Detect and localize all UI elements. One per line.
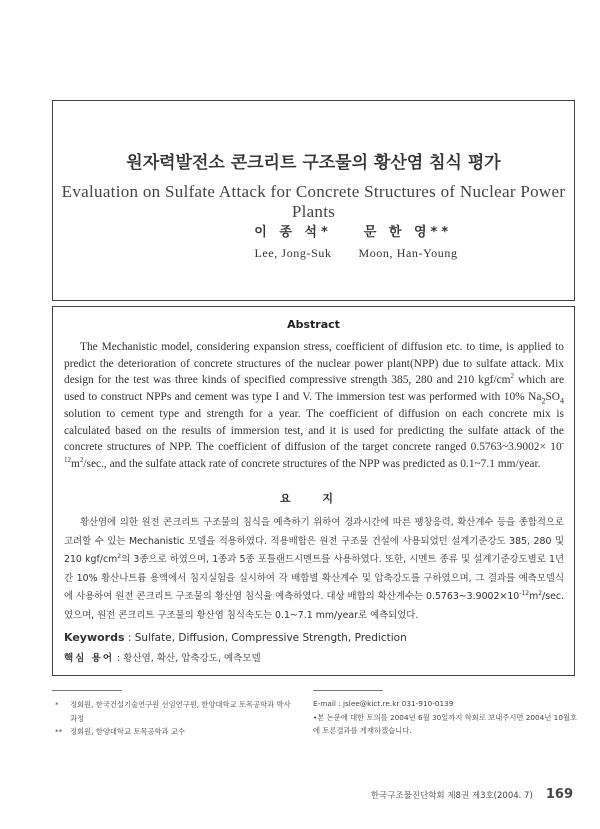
- contact-email: E-mail : jslee@kict.re.kr 031-910-0139: [313, 699, 454, 708]
- page-footer: [371, 784, 573, 803]
- journal-info: 한국구조물진단학회 제8권 제3호(2004. 7): [370, 790, 533, 801]
- title-korean: 원자력발전소 콘크리트 구조물의 황산염 침식 평가: [126, 153, 501, 173]
- affiliation-2: ** 정회원, 한양대학교 토목공학과 교수: [55, 727, 186, 736]
- abstract-text: The Mechanistic model, considering expansion stress, coefficient of diffusion etc. to time, is applied to predict the deterioration of concrete structures of the nuclear power plant(NPP) due to sulfate attack. Mix design for the test was three kinds of specified compressive strength 385, 280 and 210 kgf/$cm^2$ which are used to construct NPPs and cement was type I and V. The immersion test was performed with 10% $Na_2SO_4$ solution to cement type and strength for a year. The coefficient of diffusion on each concrete mix is calculated based on the results of immersion test, and it is used for predicting the sulfate attack of the concrete structures of NPP. The coefficient of diffusion of the target concrete ranged 0.5763~3.9002× $10^{-12}m^2/\sec$., and the sulfate attack rate of concrete structures of the NPP was predicted as 0.1~7.1 mm/year.: [64, 341, 564, 470]
- discussion-notice: •본 논문에 대한 토의를 2004년 6월 30일까지 학회로 보내주시면 2004년 10월호에 토론결과를 게재하겠습니다.: [313, 712, 578, 735]
- korean-keywords: [64, 650, 564, 664]
- korean-keywords-label: 핵심 용어: [64, 653, 115, 664]
- korean-abstract-text: 황산염에 의한 원전 콘크리트 구조물의 침식을 예측하기 위하여 경과시간에 따른 팽창응력, 확산계수 등을 종합적으로 고려할 수 있는 Mechanistic 모델을 적용하였다. 적용배합은 원전 구조물 건설에 사용되었던 설계기준강도 385, 280 및 210 kgf/$cm^2$의 3종으로 하였으며, 1종과 5종 포틀랜드시멘트를 사용하였다. 또한, 시멘트 종류 및 설계기준강도별로 1년간 10% 황산나트륨 용액에서 침지실험을 실시하여 각 배합별 확산계수 및 압축강도를 구하였으며, 그 결과를 예측모델식에 사용하여 원전 콘크리트 구조물의 황산염 침식율 예측하였다. 대상 배합의 확산계수는 $0.5763\sim 3.9002\times 10^{-12}m^2/\sec$.였으며, 원전 콘크리트 구조물의 황산염 침식속도는 0.1~7.1 mm/year로 예측되었다.: [64, 517, 565, 621]
- author-1: [233, 221, 353, 261]
- footnote-divider-right: [313, 690, 383, 691]
- keywords-value: : Sulfate, Diffusion, Compressive Strength, Prediction: [127, 632, 407, 644]
- abstract-box: [52, 306, 575, 676]
- author-1-name-korean: 이 종 석*: [254, 225, 332, 240]
- title-box: [52, 100, 575, 301]
- author-2-name-korean: 문 한 영**: [363, 225, 453, 240]
- contact-and-notice: [313, 697, 581, 738]
- abstract-heading: Abstract: [287, 318, 340, 331]
- title-english: Evaluation on Sulfate Attack for Concrete Structures of Nuclear Power Plants: [61, 182, 566, 221]
- author-1-name-english: Lee, Jong-Suk: [254, 246, 332, 260]
- affiliation-1: * 정회원, 한국건설기술연구원 선임연구원, 한양대학교 토목공학과 박사과정: [55, 700, 291, 723]
- footnote-divider-left: [52, 690, 122, 691]
- author-affiliations: [55, 698, 295, 739]
- author-2: [338, 221, 478, 261]
- keywords-label: Keywords: [64, 631, 125, 644]
- author-2-name-english: Moon, Han-Young: [358, 246, 458, 260]
- page-number: 169: [545, 787, 573, 802]
- korean-abstract-heading: 요 지: [279, 492, 348, 505]
- korean-keywords-value: : 황산염, 확산, 압축강도, 예측모델: [117, 653, 261, 664]
- keywords: [64, 631, 564, 644]
